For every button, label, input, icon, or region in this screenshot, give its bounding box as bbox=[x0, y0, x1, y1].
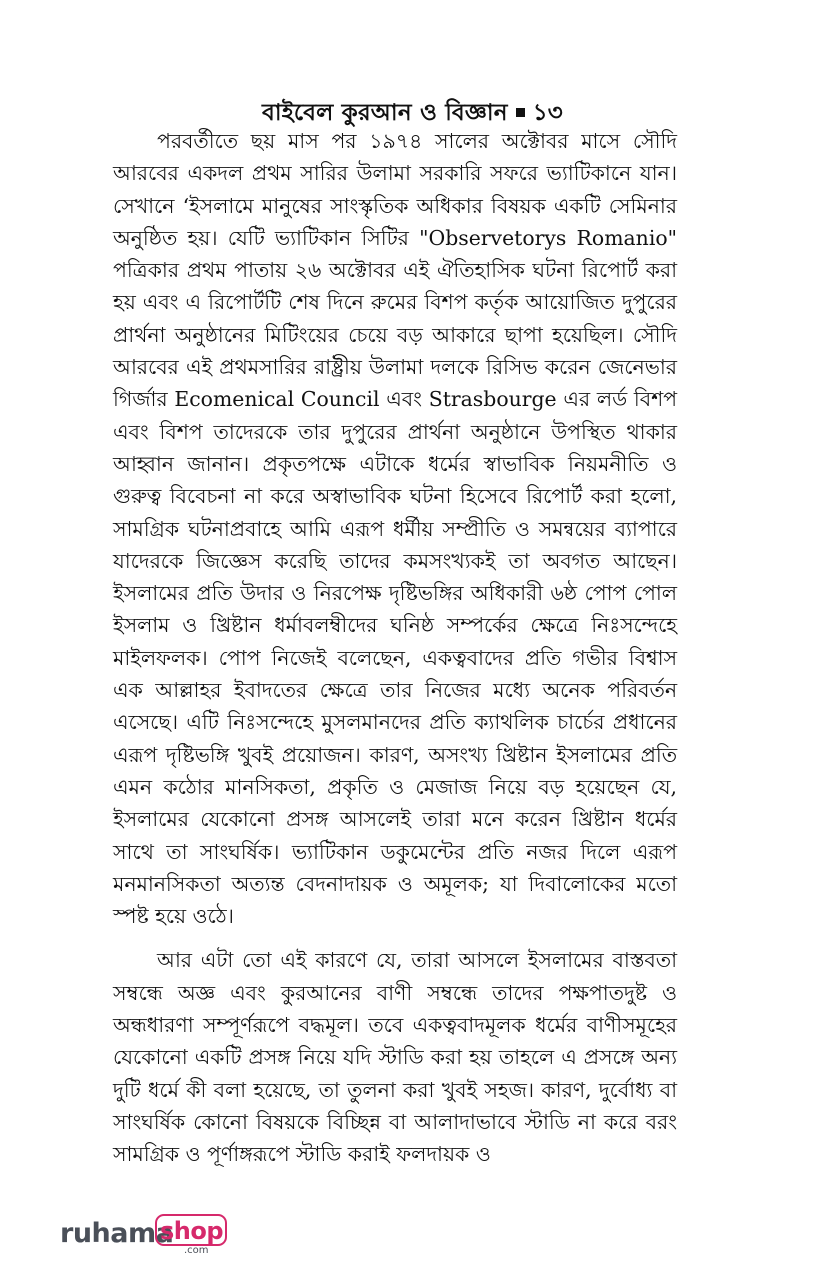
page-number: ১৩ bbox=[532, 99, 563, 126]
logo-dotcom-text: .com bbox=[184, 1245, 209, 1256]
paragraph-1: পরবর্তীতে ছয় মাস পর ১৯৭৪ সালের অক্টোবর মাসে সৌদি আরবের একদল প্রথম সারির উলামা সরকারি সফরে ভ্যাটিকানে যান। সেখানে ‘ইসলামে মানুষের সাংস্কৃতিক অধিকার বিষয়ক একটি সেমিনার অনুষ্ঠিত হয়। যেটি ভ্যাটিকান সিটির "Observetorys Romanio" পত্রিকার প্রথম পাতায় ২৬ অক্টোবর এই ঐতিহাসিক ঘটনা রিপোর্ট করা হয় এবং এ রিপোর্টটি শেষ দিনে রুমের বিশপ কর্তৃক আয়োজিত দুপুরের প্রার্থনা অনুষ্ঠানের মিটিংয়ের চেয়ে বড় আকারে ছাপা হয়েছিল। সৌদি আরবের এই প্রথমসারির রাষ্ট্রীয় উলামা দলকে রিসিভ করেন জেনেভার গির্জার Ecomenical Council এবং Strasbourge এর লর্ড বিশপ এবং বিশপ তাদেরকে তার দুপুরের প্রার্থনা অনুষ্ঠানে উপস্থিত থাকার আহ্বান জানান। প্রকৃতপক্ষে এটাকে ধর্মের স্বাভাবিক নিয়মনীতি ও গুরুত্ব বিবেচনা না করে অস্বাভাবিক ঘটনা হিসেবে রিপোর্ট করা হলো, সামগ্রিক ঘটনাপ্রবাহে আমি এরূপ ধর্মীয় সম্প্রীতি ও সমন্বয়ের ব্যাপারে যাদেরকে জিজ্ঞেস করেছি তাদের কমসংখ্যকই তা অবগত আছেন। ইসলামের প্রতি উদার ও নিরপেক্ষ দৃষ্টিভঙ্গির অধিকারী ৬ষ্ঠ পোপ পোল ইসলাম ও খ্রিষ্টান ধর্মাবলম্বীদের ঘনিষ্ঠ সম্পর্কের ক্ষেত্রে নিঃসন্দেহে মাইলফলক। পোপ নিজেই বলেছেন, একত্ববাদের প্রতি গভীর বিশ্বাস এক আল্লাহর ইবাদতের ক্ষেত্রে তার নিজের মধ্যে অনেক পরিবর্তন এসেছে। এটি নিঃসন্দেহে মুসলমানদের প্রতি ক্যাথলিক চার্চের প্রধানের এরূপ দৃষ্টিভঙ্গি খুবই প্রয়োজন। কারণ, অসংখ্য খ্রিষ্টান ইসলামের প্রতি এমন কঠোর মানসিকতা, প্রকৃতি ও মেজাজ নিয়ে বড় হয়েছেন যে, ইসলামের যেকোনো প্রসঙ্গ আসলেই তারা মনে করেন খ্রিষ্টান ধর্মের সাথে তা সাংঘর্ষিক। ভ্যাটিকান ডকুমেন্টের প্রতি নজর দিলে এরূপ মনমানসিকতা অত্যন্ত বেদনাদায়ক ও অমূলক; যা দিবালোকের মতো স্পষ্ট হয়ে ওঠে। bbox=[113, 129, 677, 929]
logo-shop-text: shop bbox=[160, 1217, 224, 1245]
paragraph-2: আর এটা তো এই কারণে যে, তারা আসলে ইসলামের বাস্তবতা সম্বন্ধে অজ্ঞ এবং কুরআনের বাণী সম্বন্ধে তাদের পক্ষপাতদুষ্ট ও অন্ধধারণা সম্পূর্ণরূপে বদ্ধমূল। তবে একত্ববাদমূলক ধর্মের বাণীসমূহের যেকোনো একটি প্রসঙ্গ নিয়ে যদি স্টাডি করা হয় তাহলে এ প্রসঙ্গে অন্য দুটি ধর্মে কী বলা হয়েছে, তা তুলনা করা খুবই সহজ। কারণ, দুর্বোধ্য বা সাংঘর্ষিক কোনো বিষয়কে বিচ্ছিন্ন বা আলাদাভাবে স্টাডি না করে বরং সামগ্রিক ও পূর্ণাঙ্গরূপে স্টাডি করাই ফলদায়ক ও bbox=[113, 948, 677, 1167]
logo-ruhama-text: ruhama bbox=[60, 1218, 174, 1249]
square-bullet-icon bbox=[516, 108, 525, 117]
book-title: বাইবেল কুরআন ও বিজ্ঞান bbox=[262, 99, 508, 126]
body-text bbox=[113, 125, 677, 1171]
ruhamashop-logo bbox=[60, 1212, 230, 1264]
